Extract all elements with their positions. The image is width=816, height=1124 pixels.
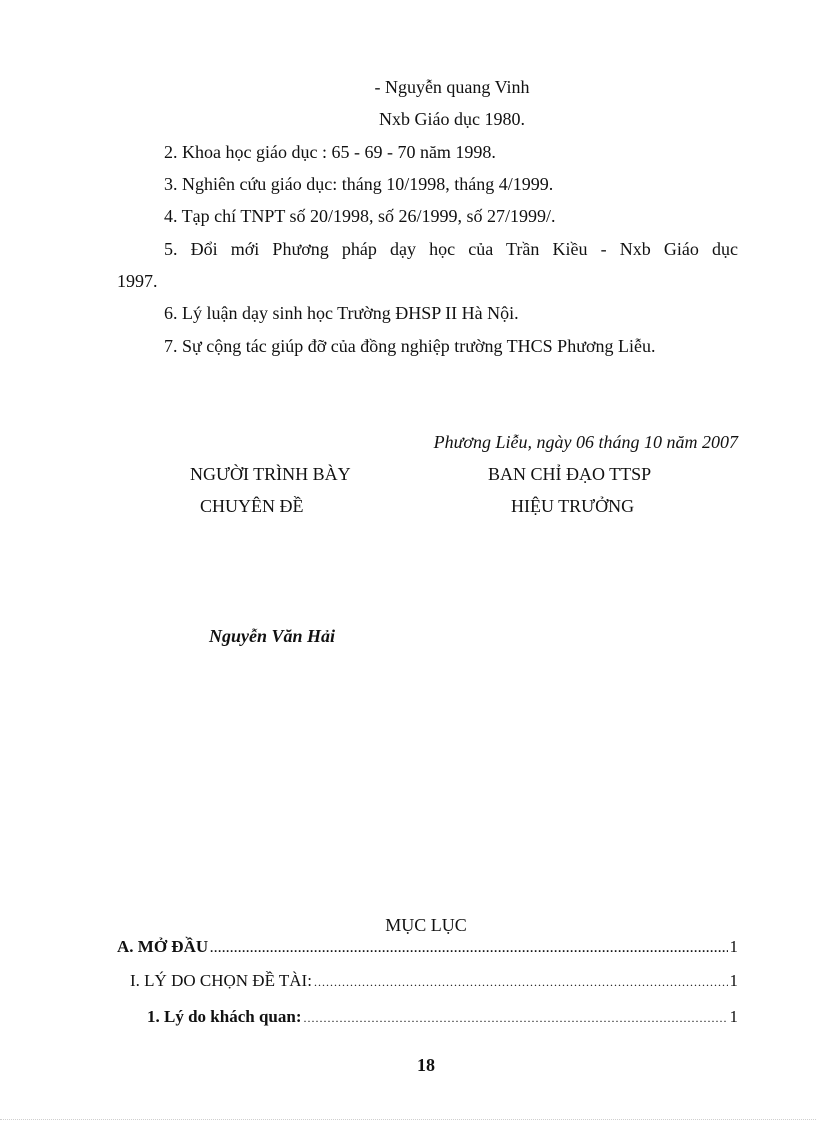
toc-dot-leader: [314, 971, 728, 993]
presenter-name: Nguyễn Văn Hải: [209, 626, 336, 646]
reference-item-4: 4. Tạp chí TNPT số 20/1998, số 26/1999, số 27/1999/.: [164, 206, 556, 226]
reference-item-3: 3. Nghiên cứu giáo dục: tháng 10/1998, tháng 4/1999.: [164, 174, 554, 194]
presenter-subtitle: CHUYÊN ĐỀ: [200, 496, 304, 516]
board-title: BAN CHỈ ĐẠO TTSP: [488, 464, 652, 484]
page-number: 18: [417, 1055, 435, 1075]
page-bottom-edge: [0, 1119, 816, 1124]
principal-title: HIỆU TRƯỞNG: [511, 496, 635, 516]
reference-author-line: - Nguyễn quang Vinh: [374, 77, 530, 97]
reference-item-6: 6. Lý luận dạy sinh học Trường ĐHSP II Hà Nội.: [164, 303, 519, 323]
reference-item-5-continuation: 1997.: [117, 271, 158, 291]
toc-entry-page: 1: [729, 1007, 738, 1026]
toc-entry-label: 1. Lý do khách quan:: [147, 1007, 302, 1026]
reference-item-5: 5. Đổi mới Phương pháp dạy học của Trần Kiều - Nxb Giáo dục: [164, 239, 738, 259]
toc-entry[interactable]: [130, 970, 738, 993]
toc-entry-page: 1: [729, 971, 738, 990]
reference-item-2: 2. Khoa học giáo dục : 65 - 69 - 70 năm 1998.: [164, 142, 496, 162]
place-date-line: Phương Liễu, ngày 06 tháng 10 năm 2007: [433, 432, 738, 452]
toc-title: MỤC LỤC: [385, 915, 467, 935]
toc-entry-label: A. MỞ ĐẦU: [117, 937, 209, 956]
presenter-title: NGƯỜI TRÌNH BÀY: [190, 464, 351, 484]
toc-entry[interactable]: [147, 1006, 738, 1029]
toc-dot-leader: [303, 1007, 727, 1029]
toc-entry-page: 1: [729, 937, 738, 956]
reference-publisher-line: Nxb Giáo dục 1980.: [379, 109, 525, 129]
toc-entry-label: I. LÝ DO CHỌN ĐỀ TÀI:: [130, 971, 312, 990]
reference-item-7: 7. Sự cộng tác giúp đỡ của đồng nghiệp trường THCS Phương Liễu.: [164, 336, 656, 356]
toc-entry[interactable]: [117, 936, 738, 959]
toc-dot-leader: [210, 937, 727, 959]
